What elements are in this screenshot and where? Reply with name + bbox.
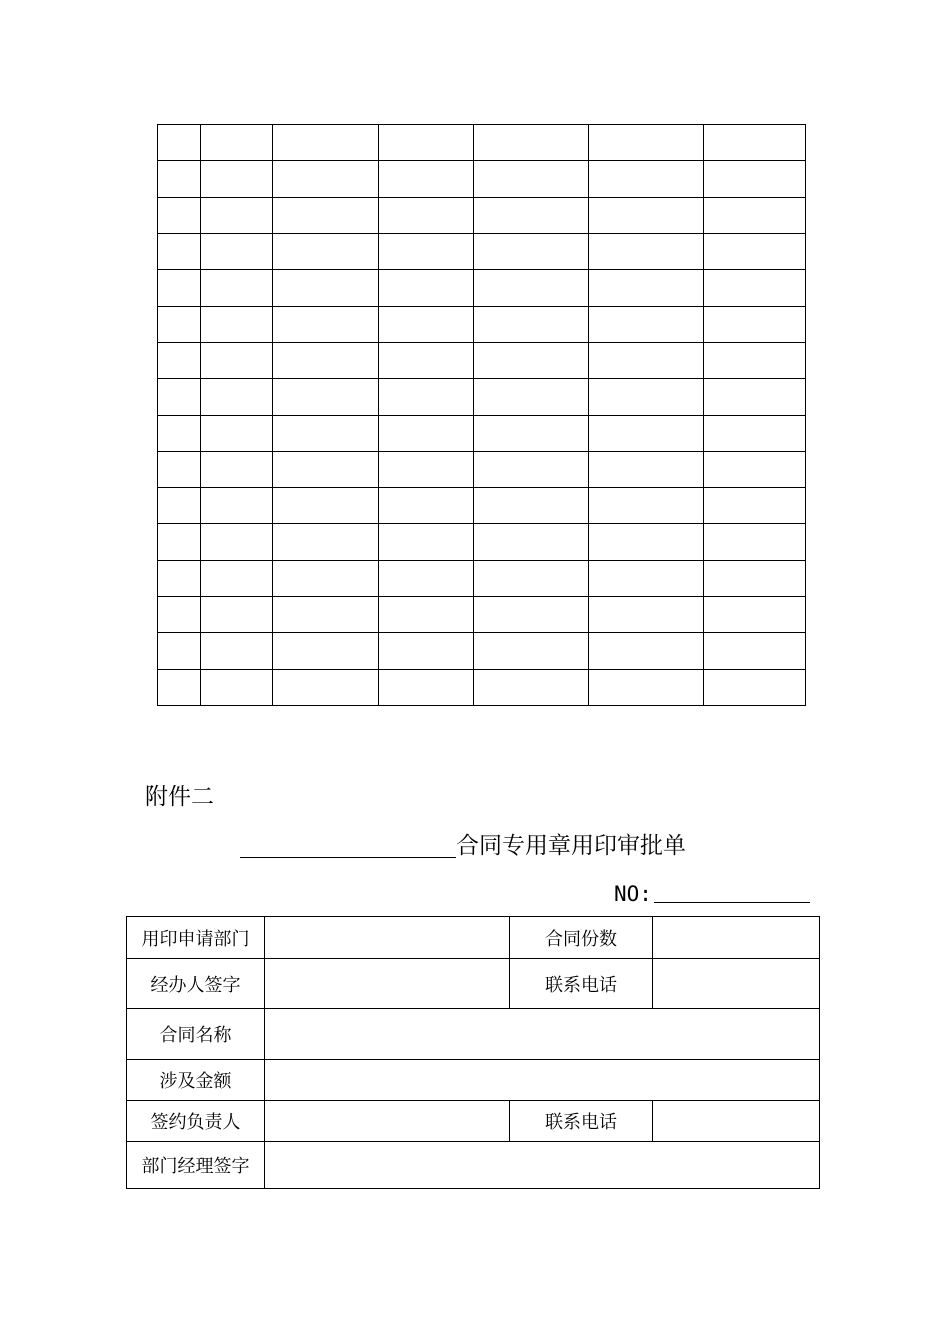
ledger-cell[interactable] xyxy=(273,125,379,161)
ledger-cell[interactable] xyxy=(379,379,474,415)
ledger-cell[interactable] xyxy=(589,197,704,233)
ledger-cell[interactable] xyxy=(589,270,704,306)
ledger-cell[interactable] xyxy=(474,560,589,596)
ledger-row xyxy=(158,488,806,524)
ledger-cell[interactable] xyxy=(474,270,589,306)
label-contract-name: 合同名称 xyxy=(127,1009,265,1060)
ledger-cell[interactable] xyxy=(273,379,379,415)
ledger-cell[interactable] xyxy=(474,233,589,269)
ledger-cell[interactable] xyxy=(379,161,474,197)
ledger-cell[interactable] xyxy=(704,524,806,560)
ledger-cell[interactable] xyxy=(201,633,273,669)
ledger-row xyxy=(158,233,806,269)
ledger-cell[interactable] xyxy=(273,306,379,342)
ledger-cell[interactable] xyxy=(379,415,474,451)
ledger-cell[interactable] xyxy=(273,669,379,705)
ledger-row xyxy=(158,524,806,560)
ledger-cell[interactable] xyxy=(273,633,379,669)
ledger-row xyxy=(158,161,806,197)
ledger-cell[interactable] xyxy=(704,125,806,161)
ledger-cell[interactable] xyxy=(474,669,589,705)
ledger-cell[interactable] xyxy=(589,125,704,161)
ledger-cell[interactable] xyxy=(273,197,379,233)
ledger-cell[interactable] xyxy=(379,597,474,633)
ledger-row xyxy=(158,270,806,306)
row-contract-name xyxy=(127,1009,820,1060)
ledger-cell[interactable] xyxy=(379,633,474,669)
ledger-cell[interactable] xyxy=(474,379,589,415)
ledger-row xyxy=(158,379,806,415)
ledger-cell[interactable] xyxy=(201,488,273,524)
form-number xyxy=(614,878,810,906)
label-dept-manager-signature: 部门经理签字 xyxy=(127,1142,265,1189)
ledger-cell[interactable] xyxy=(589,415,704,451)
ledger-cell[interactable] xyxy=(589,451,704,487)
ledger-row xyxy=(158,306,806,342)
ledger-row xyxy=(158,415,806,451)
row-dept-manager xyxy=(127,1142,820,1189)
row-signing-manager xyxy=(127,1101,820,1142)
ledger-cell[interactable] xyxy=(379,270,474,306)
ledger-row xyxy=(158,560,806,596)
ledger-cell[interactable] xyxy=(474,524,589,560)
row-dept xyxy=(127,917,820,959)
ledger-cell[interactable] xyxy=(201,270,273,306)
label-amount: 涉及金额 xyxy=(127,1060,265,1101)
ledger-cell[interactable] xyxy=(158,161,201,197)
ledger-cell[interactable] xyxy=(201,161,273,197)
ledger-cell[interactable] xyxy=(474,342,589,378)
handler-signature-field[interactable] xyxy=(265,959,510,1009)
ledger-cell[interactable] xyxy=(589,379,704,415)
ledger-cell[interactable] xyxy=(273,597,379,633)
ledger-cell[interactable] xyxy=(589,306,704,342)
ledger-cell[interactable] xyxy=(474,125,589,161)
ledger-cell[interactable] xyxy=(379,233,474,269)
ledger-cell[interactable] xyxy=(158,560,201,596)
ledger-cell[interactable] xyxy=(704,197,806,233)
amount-field[interactable] xyxy=(265,1060,820,1101)
form-title xyxy=(240,827,686,860)
copies-field[interactable] xyxy=(653,917,820,959)
ledger-row xyxy=(158,342,806,378)
ledger-cell[interactable] xyxy=(201,125,273,161)
ledger-cell[interactable] xyxy=(704,669,806,705)
contract-name-field[interactable] xyxy=(265,1009,820,1060)
ledger-cell[interactable] xyxy=(379,451,474,487)
ledger-row xyxy=(158,125,806,161)
row-amount xyxy=(127,1060,820,1101)
ledger-cell[interactable] xyxy=(158,233,201,269)
ledger-cell[interactable] xyxy=(379,125,474,161)
ledger-row xyxy=(158,197,806,233)
ledger-cell[interactable] xyxy=(158,342,201,378)
blank-ledger-table xyxy=(157,124,806,706)
attachment-label: 附件二 xyxy=(145,784,214,810)
row-handler xyxy=(127,959,820,1009)
phone-field-1[interactable] xyxy=(653,959,820,1009)
form-number-blank[interactable] xyxy=(654,878,810,903)
ledger-cell[interactable] xyxy=(158,488,201,524)
ledger-cell[interactable] xyxy=(201,379,273,415)
label-handler-signature: 经办人签字 xyxy=(127,959,265,1009)
ledger-cell[interactable] xyxy=(201,342,273,378)
ledger-cell[interactable] xyxy=(704,560,806,596)
ledger-cell[interactable] xyxy=(158,415,201,451)
ledger-cell[interactable] xyxy=(704,415,806,451)
ledger-cell[interactable] xyxy=(273,415,379,451)
ledger-row xyxy=(158,451,806,487)
form-title-text: 合同专用章用印审批单 xyxy=(456,833,686,859)
ledger-cell[interactable] xyxy=(273,342,379,378)
ledger-cell[interactable] xyxy=(379,524,474,560)
ledger-cell[interactable] xyxy=(201,669,273,705)
ledger-cell[interactable] xyxy=(379,669,474,705)
ledger-cell[interactable] xyxy=(704,342,806,378)
ledger-cell[interactable] xyxy=(201,560,273,596)
ledger-cell[interactable] xyxy=(201,451,273,487)
ledger-cell[interactable] xyxy=(704,306,806,342)
ledger-cell[interactable] xyxy=(379,488,474,524)
ledger-cell[interactable] xyxy=(474,488,589,524)
ledger-cell[interactable] xyxy=(474,306,589,342)
ledger-cell[interactable] xyxy=(589,597,704,633)
ledger-cell[interactable] xyxy=(474,197,589,233)
form-number-label: NO: xyxy=(614,882,652,906)
ledger-cell[interactable] xyxy=(704,233,806,269)
ledger-cell[interactable] xyxy=(158,633,201,669)
ledger-cell[interactable] xyxy=(379,306,474,342)
label-phone-2: 联系电话 xyxy=(510,1101,653,1142)
ledger-cell[interactable] xyxy=(474,597,589,633)
ledger-cell[interactable] xyxy=(474,161,589,197)
ledger-cell[interactable] xyxy=(589,633,704,669)
ledger-cell[interactable] xyxy=(201,197,273,233)
ledger-row xyxy=(158,597,806,633)
ledger-cell[interactable] xyxy=(704,379,806,415)
ledger-cell[interactable] xyxy=(474,633,589,669)
ledger-cell[interactable] xyxy=(704,161,806,197)
ledger-row xyxy=(158,633,806,669)
ledger-cell[interactable] xyxy=(589,342,704,378)
ledger-cell[interactable] xyxy=(201,524,273,560)
ledger-cell[interactable] xyxy=(704,451,806,487)
ledger-cell[interactable] xyxy=(158,379,201,415)
ledger-cell[interactable] xyxy=(589,161,704,197)
ledger-cell[interactable] xyxy=(704,633,806,669)
ledger-cell[interactable] xyxy=(379,197,474,233)
ledger-cell[interactable] xyxy=(273,524,379,560)
ledger-cell[interactable] xyxy=(474,415,589,451)
ledger-cell[interactable] xyxy=(273,161,379,197)
ledger-cell[interactable] xyxy=(273,233,379,269)
ledger-cell[interactable] xyxy=(704,597,806,633)
ledger-cell[interactable] xyxy=(158,197,201,233)
label-dept: 用印申请部门 xyxy=(127,917,265,959)
ledger-cell[interactable] xyxy=(158,597,201,633)
ledger-cell[interactable] xyxy=(589,560,704,596)
ledger-cell[interactable] xyxy=(273,451,379,487)
ledger-cell[interactable] xyxy=(589,488,704,524)
ledger-cell[interactable] xyxy=(704,270,806,306)
ledger-cell[interactable] xyxy=(158,270,201,306)
ledger-row xyxy=(158,669,806,705)
label-copies: 合同份数 xyxy=(510,917,653,959)
dept-manager-signature-field[interactable] xyxy=(265,1142,820,1189)
ledger-cell[interactable] xyxy=(273,488,379,524)
ledger-cell[interactable] xyxy=(704,488,806,524)
ledger-cell[interactable] xyxy=(201,597,273,633)
ledger-cell[interactable] xyxy=(201,233,273,269)
ledger-cell[interactable] xyxy=(379,342,474,378)
ledger-cell[interactable] xyxy=(474,451,589,487)
company-name-blank[interactable] xyxy=(240,831,456,858)
label-signing-manager: 签约负责人 xyxy=(127,1101,265,1142)
approval-form-table xyxy=(126,916,820,1189)
ledger-cell[interactable] xyxy=(158,451,201,487)
ledger-cell[interactable] xyxy=(158,524,201,560)
ledger-cell[interactable] xyxy=(589,669,704,705)
ledger-cell[interactable] xyxy=(201,415,273,451)
ledger-cell[interactable] xyxy=(158,306,201,342)
phone-field-2[interactable] xyxy=(653,1101,820,1142)
ledger-cell[interactable] xyxy=(158,125,201,161)
ledger-cell[interactable] xyxy=(273,560,379,596)
ledger-cell[interactable] xyxy=(201,306,273,342)
ledger-body xyxy=(158,125,806,706)
ledger-cell[interactable] xyxy=(589,524,704,560)
dept-field[interactable] xyxy=(265,917,510,959)
ledger-cell[interactable] xyxy=(273,270,379,306)
ledger-cell[interactable] xyxy=(589,233,704,269)
ledger-cell[interactable] xyxy=(158,669,201,705)
signing-manager-field[interactable] xyxy=(265,1101,510,1142)
ledger-cell[interactable] xyxy=(379,560,474,596)
label-phone-1: 联系电话 xyxy=(510,959,653,1009)
